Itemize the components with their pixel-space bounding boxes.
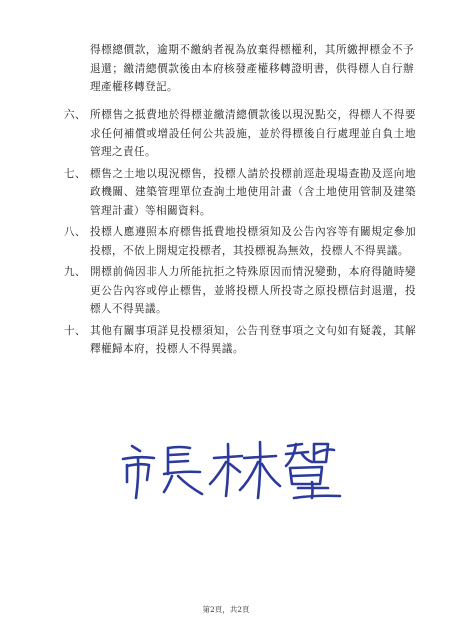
mayor-signature xyxy=(118,432,348,502)
clause-number: 七、 xyxy=(64,167,86,180)
clause-nine xyxy=(64,263,416,319)
page-number: 第2頁，共2頁 xyxy=(202,605,250,614)
continuation-paragraph: 得標總價款，逾期不繳納者視為放棄得標權利，其所繳押標金不予退還；繳清總價款後由本府核發產權移轉證明書，供得標人自行辦理產權移轉登記。 xyxy=(90,44,414,93)
clause-text: 所標售之抵費地於得標並繳清總價款後以現況點交，得標人不得要求任何補償或增設任何公共設施，並於得標後自行處理並自負土地管理之責任。 xyxy=(90,109,416,158)
clause-text: 其他有關事項詳見投標須知，公告刊登事項之文句如有疑義，其解釋權歸本府，投標人不得異議。 xyxy=(90,324,416,355)
page-footer xyxy=(0,604,452,615)
clause-text: 標售之土地以現況標售，投標人請於投標前逕赴現場查勘及逕向地政機關、建築管理單位查詢土地使用計畫（含土地使用管制及建築管理計畫）等相關資料。 xyxy=(90,167,416,217)
clause-text: 開標前倘因非人力所能抗拒之特殊原因而情況變動，本府得隨時變更公告內容或停止標售，並將投標人所投寄之原投標信封退還，投標人不得異議。 xyxy=(90,266,416,315)
clause-list xyxy=(64,106,416,362)
clause-ten xyxy=(64,322,416,359)
clause-number: 六、 xyxy=(64,109,86,121)
clause-number: 八、 xyxy=(64,226,86,238)
clause-eight xyxy=(64,223,416,260)
clause-six xyxy=(64,106,416,162)
clause-number: 十、 xyxy=(64,324,86,337)
clause-number: 九、 xyxy=(64,266,86,278)
clause-seven xyxy=(64,165,416,221)
clause-text: 投標人應遵照本府標售抵費地投標須知及公告內容等有關規定參加投標，不依上開規定投標者，其投標視為無效，投標人不得異議。 xyxy=(90,226,416,257)
